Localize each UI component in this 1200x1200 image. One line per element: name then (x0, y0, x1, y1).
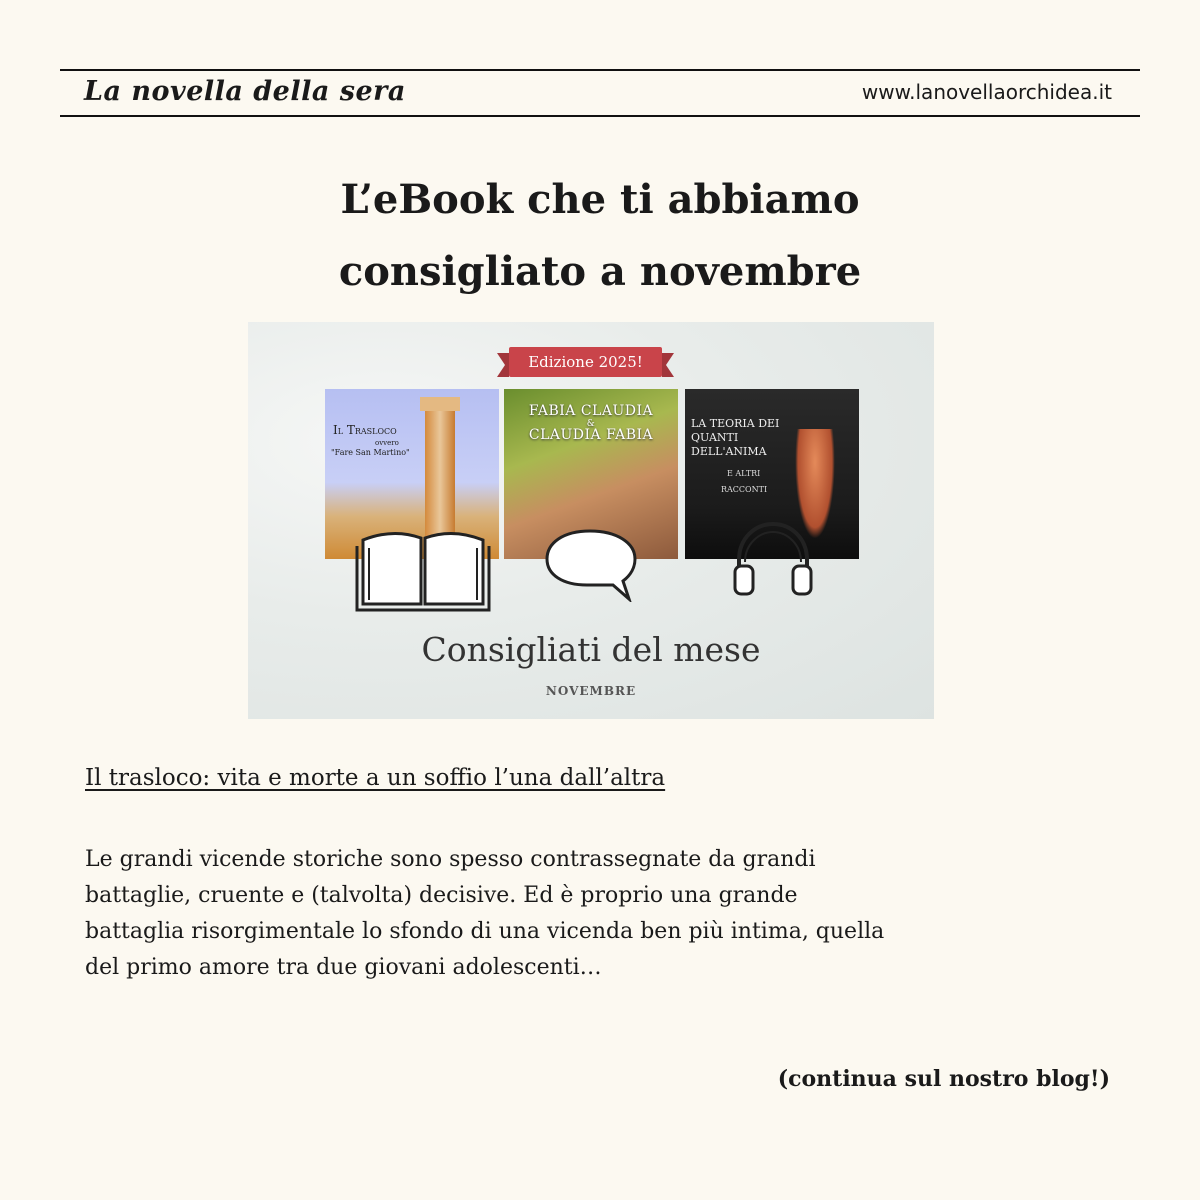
cover-subtitle-line-1: E ALTRI (727, 469, 761, 478)
excerpt-line: battaglia risorgimentale lo sfondo di una vicenda ben più intima, quella (85, 919, 885, 944)
monthly-picks-banner (248, 322, 934, 719)
article-excerpt (85, 842, 1125, 986)
masthead-logo: La novella della sera (84, 76, 406, 107)
cover-title-line-3: DELL'ANIMA (691, 445, 767, 458)
page-title (0, 164, 1200, 308)
cover-title: Il Trasloco (333, 423, 397, 437)
cover-subtitle: "Fare San Martino" (331, 448, 410, 457)
excerpt-line: battaglie, cruente e (talvolta) decisive. Ed è proprio una grande (85, 883, 798, 908)
banner-month: NOVEMBRE (545, 684, 637, 698)
speech-bubble-icon (543, 527, 638, 602)
page-title-line-1: L’eBook che ti abbiamo (340, 176, 860, 223)
open-book-icon (353, 522, 493, 612)
cover-subtitle-line-2: RACCONTI (721, 485, 768, 494)
page-title-line-2: consigliato a novembre (338, 248, 862, 295)
website-url: www.lanovellaorchidea.it (861, 80, 1112, 104)
cover-title-line-2: CLAUDIA FABIA (528, 427, 654, 443)
cover-title-line-2: QUANTI (691, 431, 739, 444)
excerpt-line: del primo amore tra due giovani adolescenti… (85, 955, 602, 980)
article-title-link[interactable]: Il trasloco: vita e morte a un soffio l’una dall’altra (85, 765, 666, 791)
cover-title-line-1: LA TEORIA DEI (691, 417, 780, 430)
header-bottom-rule (60, 115, 1140, 117)
cover-small-text: ovvero (375, 439, 399, 447)
excerpt-line: Le grandi vicende storiche sono spesso contrassegnate da grandi (85, 847, 816, 872)
continue-on-blog-link[interactable]: (continua sul nostro blog!) (777, 1066, 1110, 1092)
headphones-icon (731, 520, 815, 598)
header-top-rule (60, 69, 1140, 71)
edition-ribbon: Edizione 2025! (509, 347, 662, 377)
cover-title-line-1: FABIA CLAUDIA (528, 403, 654, 419)
banner-title: Consigliati del mese (421, 630, 761, 669)
cover-ampersand: & (586, 419, 596, 429)
